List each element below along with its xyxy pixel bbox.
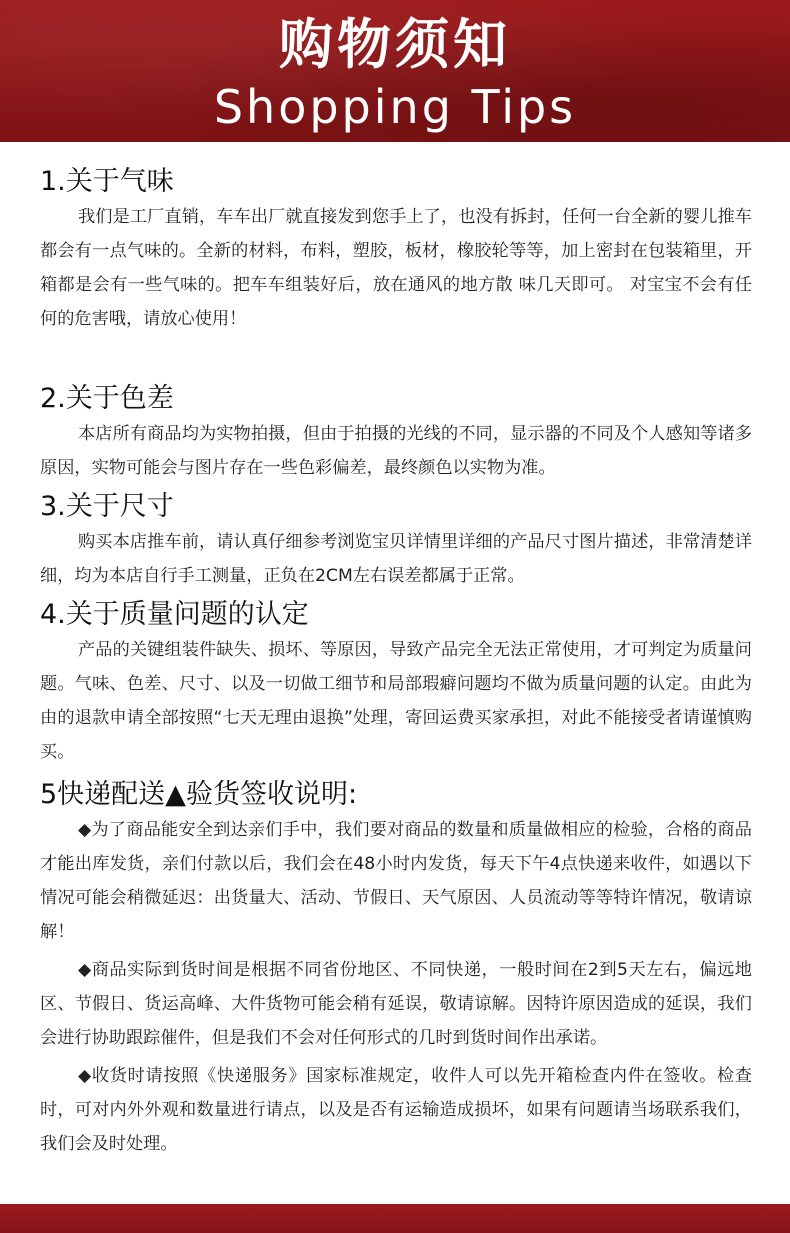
section-paragraph: ◆为了商品能安全到达亲们手中，我们要对商品的数量和质量做相应的检验，合格的商品才能出库发货，亲们付款以后，我们会在48小时内发货，每天下午4点快递来收件，如遇以下情况可能会稍微延迟：出货量大、活动、节假日、天气原因、人员流动等等特许情况，敬请谅解！ [40,820,752,942]
section-paragraph: ◆商品实际到货时间是根据不同省份地区、不同快递，一般时间在2到5天左右，偏远地区、节假日、货运高峰、大件货物可能会稍有延误，敬请谅解。因特许原因造成的延误，我们会进行协助跟踪催件，但是我们不会对任何形式的几时到货时间作出承诺。 [40,960,752,1048]
footer-band [0,1204,790,1233]
section-quality-issues [40,597,752,769]
section-smell [40,164,752,336]
section-paragraph: 本店所有商品均为实物拍摄，但由于拍摄的光线的不同，显示器的不同及个人感知等诸多原因，实物可能会与图片存在一些色彩偏差，最终颜色以实物为准。 [40,424,752,478]
page-title: 购物须知 [279,13,511,76]
section-delivery-inspection [40,777,752,1161]
section-paragraph: 购买本店推车前，请认真仔细参考浏览宝贝详情里详细的产品尺寸图片描述，非常清楚详细，均为本店自行手工测量，正负在2CM左右误差都属于正常。 [40,532,752,586]
section-title: 3.关于尺寸 [40,491,174,522]
header-banner [0,0,790,142]
page-subtitle: Shopping Tips [213,80,577,134]
section-paragraph: 产品的关键组装件缺失、损坏、等原因，导致产品完全无法正常使用，才可判定为质量问题。气味、色差、尺寸、以及一切做工细节和局部瑕癖问题均不做为质量问题的认定。由此为由的退款申请全部按照“七天无理由退换”处理，寄回运费买家承担，对此不能接受者请谨慎购买。 [40,640,752,762]
section-title: 4.关于质量问题的认定 [40,599,309,630]
section-color-difference [40,381,752,485]
section-size [40,489,752,593]
section-paragraph: 我们是工厂直销，车车出厂就直接发到您手上了，也没有拆封，任何一台全新的婴儿推车都会有一点气味的。全新的材料，布料，塑胶，板材，橡胶轮等等，加上密封在包装箱里，开箱都是会有一些气味的。把车车组装好后，放在通风的地方散 味几天即可。 对宝宝不会有任何的危害哦，请放心使用！ [40,207,752,329]
section-title: 1.关于气味 [40,166,174,197]
section-title: 5快递配送▲验货签收说明: [40,779,358,810]
section-paragraph: ◆收货时请按照《快递服务》国家标准规定，收件人可以先开箱检查内件在签收。检查时，可对内外外观和数量进行请点，以及是否有运输造成损坏，如果有问题请当场联系我们，我们会及时处理。 [40,1066,752,1154]
section-title: 2.关于色差 [40,383,174,414]
